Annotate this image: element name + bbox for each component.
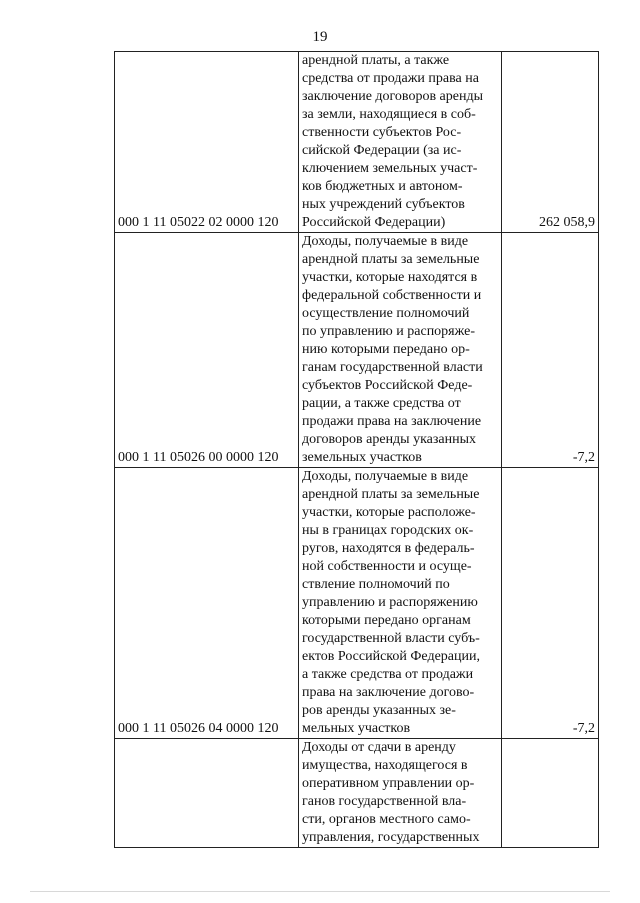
description-line: средства от продажи права на: [302, 71, 479, 86]
description-line: ной собственности и осуще-: [302, 559, 472, 574]
description-line: за земли, находящиеся в соб-: [302, 107, 476, 122]
description-line: ков бюджетных и автоном-: [302, 179, 463, 194]
description-line: Доходы, получаемые в виде: [302, 234, 469, 249]
revenue-description: [299, 739, 502, 848]
description-line: мельных участков: [302, 721, 411, 736]
description-line: сийской Федерации (за ис-: [302, 143, 462, 158]
description-line: оперативном управлении ор-: [302, 776, 475, 791]
budget-classification-code: 000 1 11 05026 00 0000 120: [115, 233, 299, 468]
description-line: ных учреждений субъектов: [302, 197, 465, 212]
description-line: арендной платы за земельные: [302, 487, 480, 502]
description-line: которыми передано органам: [302, 613, 471, 628]
description-line: а также средства от продажи: [302, 667, 474, 682]
table-row: [115, 233, 599, 468]
description-line: ганам государственной власти: [302, 360, 483, 375]
description-line: договоров аренды указанных: [302, 432, 477, 447]
table-row: [115, 739, 599, 848]
description-line: имущества, находящегося в: [302, 758, 468, 773]
description-line: продажи права на заключение: [302, 414, 482, 429]
description-line: федеральной собственности и: [302, 288, 482, 303]
description-line: Доходы, получаемые в виде: [302, 469, 469, 484]
description-line: сти, органов местного само-: [302, 812, 471, 827]
page-number: 19: [312, 29, 328, 45]
description-line: Российской Федерации): [302, 215, 446, 230]
budget-classification-code: 000 1 11 05022 02 0000 120: [115, 52, 299, 233]
description-line: ствление полномочий по: [302, 577, 450, 592]
description-line: по управлению и распоряже-: [302, 324, 475, 339]
page-bottom-edge: [30, 891, 610, 892]
description-line: арендной платы, а также: [302, 53, 450, 68]
revenue-description: [299, 52, 502, 233]
description-line: управления, государственных: [302, 830, 480, 845]
description-line: ны в границах городских ок-: [302, 523, 474, 538]
description-line: участки, которые расположе-: [302, 505, 476, 520]
description-line: арендной платы за земельные: [302, 252, 480, 267]
description-line: рации, а также средства от: [302, 396, 461, 411]
description-line: ганов государственной вла-: [302, 794, 467, 809]
revenue-description: [299, 468, 502, 739]
revenue-table: [114, 51, 599, 848]
description-line: участки, которые находятся в: [302, 270, 478, 285]
description-line: государственной власти субъ-: [302, 631, 480, 646]
description-line: осуществление полномочий: [302, 306, 470, 321]
description-line: права на заключение догово-: [302, 685, 475, 700]
description-line: Доходы от сдачи в аренду: [302, 740, 456, 755]
budget-classification-code: [115, 739, 299, 848]
description-line: ектов Российской Федерации,: [302, 649, 480, 664]
amount-value: -7,2: [502, 233, 599, 468]
description-line: ственности субъектов Рос-: [302, 125, 462, 140]
budget-classification-code: 000 1 11 05026 04 0000 120: [115, 468, 299, 739]
amount-value: [502, 739, 599, 848]
amount-value: -7,2: [502, 468, 599, 739]
table-row: [115, 52, 599, 233]
description-line: управлению и распоряжению: [302, 595, 478, 610]
description-line: нию которыми передано ор-: [302, 342, 470, 357]
table-row: [115, 468, 599, 739]
amount-value: 262 058,9: [502, 52, 599, 233]
description-line: субъектов Российской Феде-: [302, 378, 473, 393]
description-line: ругов, находятся в федераль-: [302, 541, 475, 556]
description-line: земельных участков: [302, 450, 422, 465]
description-line: ключением земельных участ-: [302, 161, 478, 176]
revenue-description: [299, 233, 502, 468]
description-line: ров аренды указанных зе-: [302, 703, 456, 718]
description-line: заключение договоров аренды: [302, 89, 484, 104]
